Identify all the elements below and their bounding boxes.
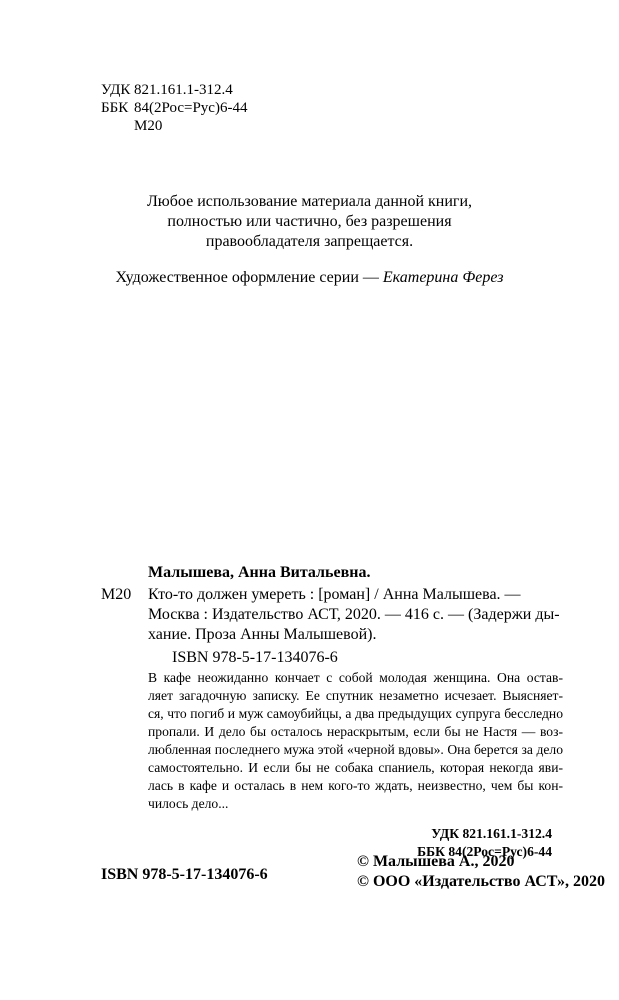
annotation	[148, 669, 563, 813]
bibliographic-description	[148, 585, 560, 645]
description-line: хание. Проза Анны Малышевой).	[148, 626, 377, 643]
footer-udk: УДК 821.161.1-312.4	[431, 826, 552, 841]
bbk-value: 84(2Рос=Рус)6-44	[134, 100, 248, 116]
classification-block	[101, 81, 247, 135]
bbk-label: ББК	[101, 100, 129, 116]
book-author: Малышева, Анна Витальевна.	[148, 564, 371, 581]
footer-bbk: ББК 84(2Рос=Рус)6-44	[417, 844, 552, 859]
notice-line: полностью или частично, без разрешения	[167, 213, 452, 230]
copyright-author: © Малышева А., 2020	[357, 853, 515, 870]
notice-line: правообладателя запрещается.	[205, 233, 414, 250]
description-line: Кто-то должен умереть : [роман] / Анна Малышева. —	[148, 586, 521, 603]
author-code-mark: М20	[101, 586, 132, 603]
annotation-line: ляет загадочную записку. Ее спутник незаметно исчезает. Выясняет-	[148, 688, 563, 703]
author-code: М20	[134, 118, 163, 134]
record-isbn: ISBN 978-5-17-134076-6	[172, 649, 338, 666]
annotation-line: В кафе неожиданно кончает с собой молодая женщина. Она остав-	[148, 670, 563, 685]
annotation-line: чилось дело...	[148, 796, 229, 811]
annotation-line: пропали. И дело бы осталось нераскрытым, если бы не Настя — воз-	[148, 724, 563, 739]
author-code-row	[101, 117, 247, 135]
description-line: Москва : Издательство АСТ, 2020. — 416 с. — (Задержи ды-	[148, 606, 560, 623]
copyright-notice	[0, 192, 619, 252]
footer-isbn: ISBN 978-5-17-134076-6	[101, 866, 268, 883]
notice-line: Любое использование материала данной книги,	[146, 193, 473, 210]
udk-label: УДК	[101, 82, 131, 98]
copyright-lines	[357, 852, 605, 892]
udk-row	[101, 81, 247, 99]
annotation-line: ся, что погиб и муж самоубийцы, а два предыдущих супруга бесследно	[148, 706, 563, 721]
annotation-line: лась в кафе и осталась в нем кого-то ждать, неизвестно, чем бы кон-	[148, 778, 563, 793]
copyright-publisher: © ООО «Издательство АСТ», 2020	[357, 873, 606, 890]
designer-name: Екатерина Ферез	[382, 269, 504, 286]
design-credit	[0, 268, 619, 288]
design-credit-prefix: Художественное оформление серии —	[115, 269, 383, 286]
bbk-row	[101, 99, 247, 117]
udk-value: 821.161.1-312.4	[134, 82, 233, 98]
annotation-line: самостоятельно. И если бы не собака спаниель, которая некогда яви-	[148, 760, 563, 775]
annotation-line: любленная последнего мужа этой «черной вдовы». Она берется за дело	[148, 742, 563, 757]
